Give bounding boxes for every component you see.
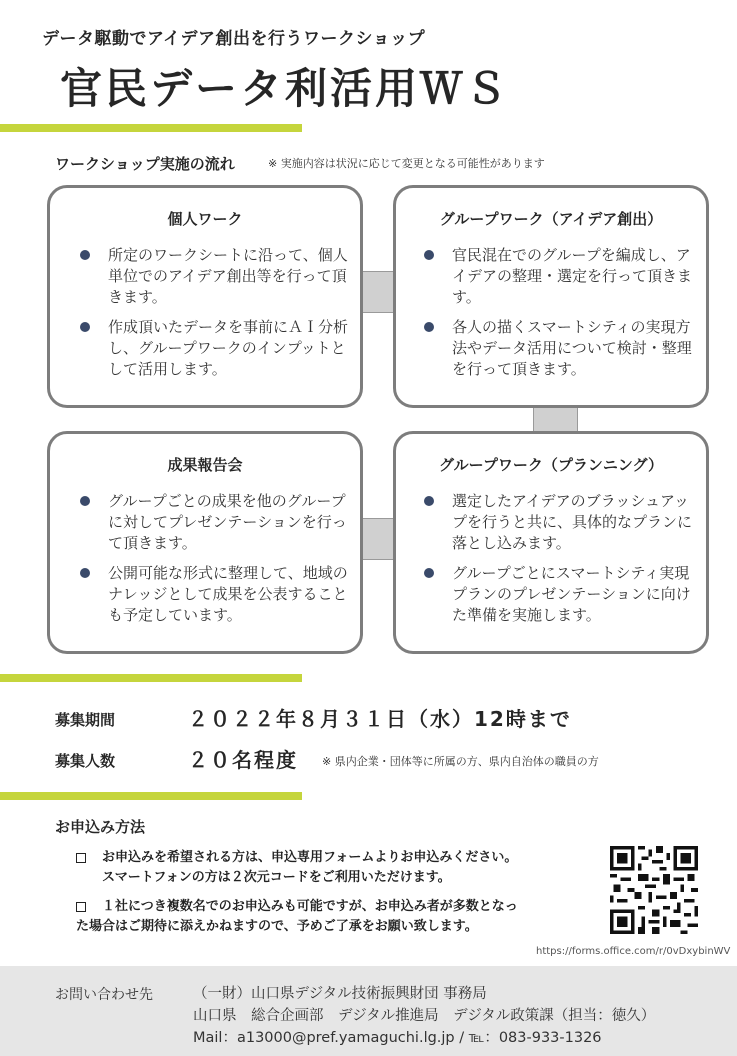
- form-url[interactable]: https://forms.office.com/r/0vDxybinWV: [536, 946, 731, 957]
- apply-text-line: お申込みを希望される方は、申込専用フォームよりお申込みください。: [102, 850, 518, 865]
- flow-card-group-work-planning: [393, 431, 709, 654]
- card-list: [80, 491, 350, 635]
- list-item: 選定したアイデアのブラッシュアップを行うと共に、具体的なプランに落とし込みます。: [424, 491, 694, 554]
- flow-card-individual-work: [47, 185, 363, 408]
- flow-card-group-work-ideas: [393, 185, 709, 408]
- connector-2-4: [533, 405, 578, 433]
- apply-item: [76, 848, 517, 888]
- flow-note: ※ 実施内容は状況に応じて変更となる可能性があります: [268, 157, 545, 170]
- card-list: [424, 245, 694, 389]
- bullet-icon: [424, 496, 434, 506]
- contact-org: （一財）山口県デジタル技術振興財団 事務局: [193, 986, 487, 1002]
- bullet-icon: [424, 568, 434, 578]
- list-item: 所定のワークシートに沿って、個人単位でのアイデア創出等を行って頂きます。: [80, 245, 350, 308]
- bullet-icon: [80, 496, 90, 506]
- bullet-icon: [424, 322, 434, 332]
- qr-code-icon[interactable]: [610, 846, 698, 934]
- bullet-icon: [80, 250, 90, 260]
- bullet-icon: [80, 568, 90, 578]
- contact-label: お問い合わせ先: [55, 987, 153, 1003]
- contact-dept: 山口県 総合企画部 デジタル推進局 デジタル政策課（担当：徳久）: [193, 1008, 656, 1024]
- contact-mail-tel: Mail：a13000@pref.yamaguchi.lg.jp / ℡：083-933-1326: [193, 1030, 602, 1046]
- apply-text-line: た場合はご期待に添えかねますので、予めご了承をお願い致します。: [76, 919, 478, 934]
- card-list: [80, 245, 350, 389]
- count-note: ※ 県内企業・団体等に所属の方、県内自治体の職員の方: [322, 755, 599, 768]
- card-title: 個人ワーク: [167, 210, 243, 228]
- card-title: グループワーク（プランニング）: [439, 456, 663, 474]
- accent-bar-middle: [0, 674, 302, 682]
- connector-1-2: [360, 271, 396, 313]
- checkbox-icon: [76, 902, 86, 912]
- card-list: [424, 491, 694, 635]
- list-item: 公開可能な形式に整理して、地域のナレッジとして成果を公表することも予定しています。: [80, 563, 350, 626]
- apply-text-line: １社につき複数名でのお申込みも可能ですが、お申込み者が多数となっ: [102, 899, 518, 914]
- contact-footer: [0, 966, 737, 1056]
- accent-bar-top: [0, 124, 302, 132]
- period-value: ２０２２年８月３１日（水）12時まで: [188, 707, 572, 731]
- period-label: 募集期間: [55, 711, 116, 729]
- subtitle: データ駆動でアイデア創出を行うワークショップ: [42, 29, 426, 49]
- list-item: グループごとの成果を他のグループに対してプレゼンテーションを行って頂きます。: [80, 491, 350, 554]
- flow-card-results-report: [47, 431, 363, 654]
- card-title: グループワーク（アイデア創出）: [439, 210, 663, 228]
- apply-item: [76, 897, 518, 937]
- card-title: 成果報告会: [167, 456, 243, 474]
- flow-heading: ワークショップ実施の流れ: [55, 155, 235, 173]
- list-item: 各人の描くスマートシティの実現方法やデータ活用について検討・整理を行って頂きます。: [424, 317, 694, 380]
- list-item: グループごとにスマートシティ実現プランのプレゼンテーションに向けた準備を実施します。: [424, 563, 694, 626]
- count-label: 募集人数: [55, 752, 116, 770]
- apply-heading: お申込み方法: [55, 818, 146, 836]
- connector-3-4: [360, 518, 396, 560]
- count-value: ２０名程度: [188, 748, 298, 772]
- bullet-icon: [424, 250, 434, 260]
- page-title: 官民データ利活用ＷＳ: [60, 64, 511, 113]
- list-item: 作成頂いたデータを事前にＡＩ分析し、グループワークのインプットとして活用します。: [80, 317, 350, 380]
- apply-text-line: スマートフォンの方は２次元コードをご利用いただけます。: [102, 870, 451, 885]
- bullet-icon: [80, 322, 90, 332]
- list-item: 官民混在でのグループを編成し、アイデアの整理・選定を行って頂きます。: [424, 245, 694, 308]
- accent-bar-lower: [0, 792, 302, 800]
- checkbox-icon: [76, 853, 86, 863]
